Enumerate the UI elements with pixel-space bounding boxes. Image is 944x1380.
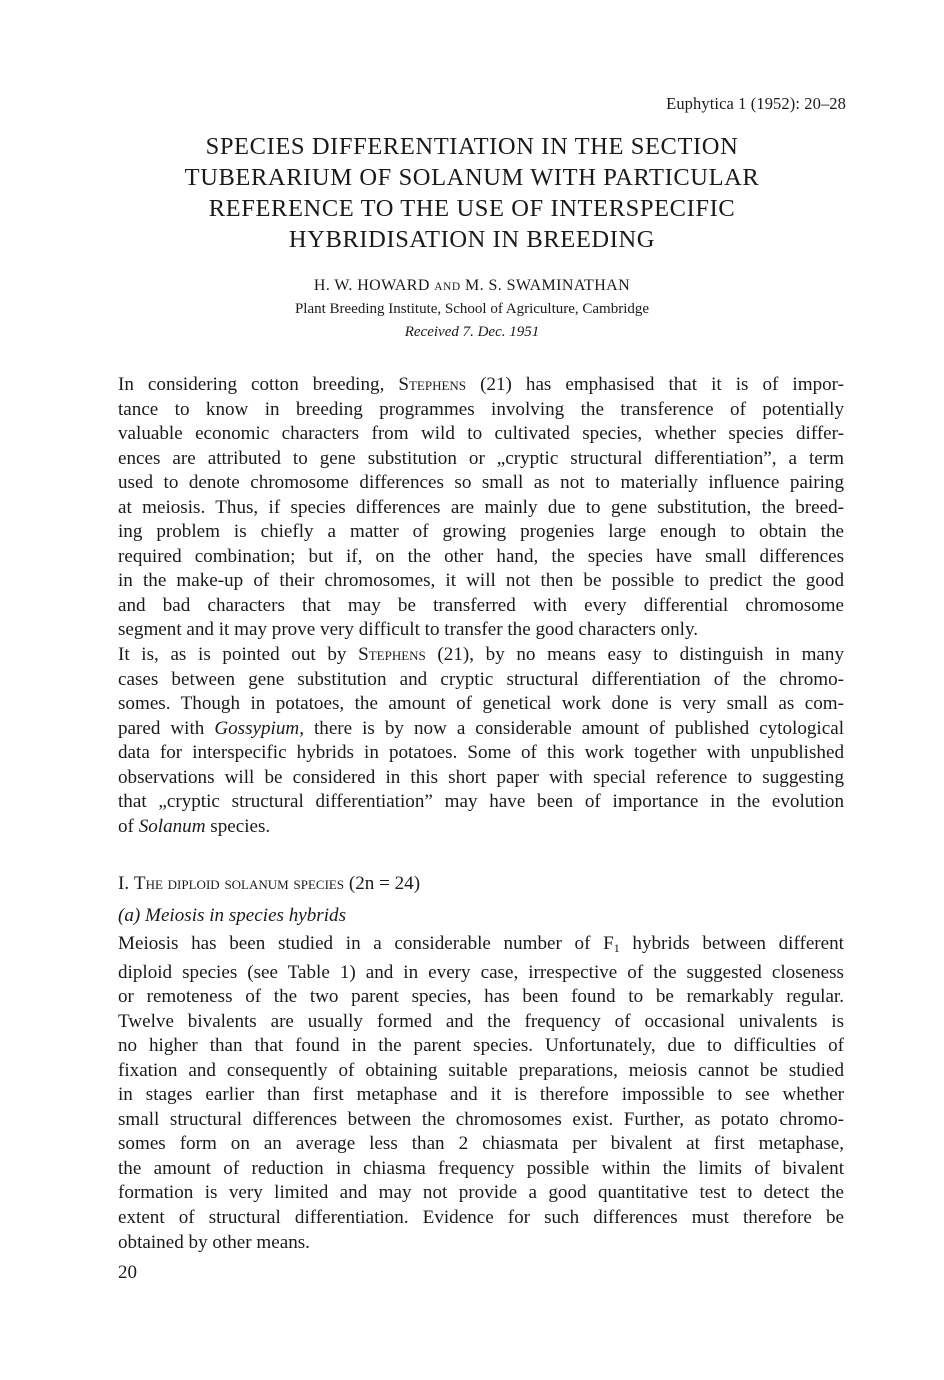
text-line: diploid species (see Table 1) and in every case, irrespective of the suggested closeness (118, 961, 844, 983)
text-line: that „cryptic structural differentiation” may have been of importance in the evolution (118, 791, 844, 813)
text-line: tance to know in breeding programmes involving the transference of potentially (118, 398, 844, 420)
text-line: Twelve bivalents are usually formed and the frequency of occasional univalents is (118, 1010, 844, 1032)
page-number: 20 (118, 1262, 137, 1283)
text-line: segment and it may prove very difficult to transfer the good characters only. (118, 619, 699, 641)
paragraph-second (118, 643, 844, 839)
subsection-heading: (a) Meiosis in species hybrids (118, 905, 347, 926)
text-line: in stages earlier than first metaphase and it is therefore impossible to see whether (118, 1084, 844, 1106)
text-line: fixation and consequently of obtaining suitable preparations, meiosis cannot be studied (118, 1059, 844, 1081)
paragraph-intro (118, 373, 844, 643)
paragraph-meiosis (118, 932, 844, 1255)
text-line: required combination; but if, on the other hand, the species have small differences (118, 545, 844, 567)
text-line: no higher than that found in the parent species. Unfortunately, due to difficulties of (118, 1035, 844, 1057)
affiliation: Plant Breeding Institute, School of Agriculture, Cambridge (294, 301, 650, 317)
author-name: M. S. SWAMINATHAN (465, 277, 631, 294)
title-line: SPECIES DIFFERENTIATION IN THE SECTION (205, 133, 739, 160)
title-line: TUBERARIUM OF SOLANUM WITH PARTICULAR (184, 164, 760, 191)
text-line: cases between gene substitution and cryptic structural differentiation of the chromo- (118, 668, 844, 690)
text-line: pared with Gossypium, there is by now a considerable amount of published cytological (118, 717, 844, 739)
authors (0, 277, 944, 295)
author-name: H. W. HOWARD (313, 277, 430, 294)
author-citation: Stephens (398, 374, 467, 395)
text-line: valuable economic characters from wild to cultivated species, whether species differ- (118, 423, 844, 445)
author-conjunction: AND (434, 281, 461, 293)
text-line: or remoteness of the two parent species, has been found to be remarkably regular. (118, 986, 844, 1008)
journal-reference: Euphytica 1 (1952): 20–28 (666, 94, 846, 113)
text-line: extent of structural differentiation. Evidence for such differences must therefore be (118, 1207, 844, 1229)
text-line: formation is very limited and may not provide a good quantitative test to detect the (118, 1182, 844, 1204)
text-line: and bad characters that may be transferred with every differential chromosome (118, 594, 844, 616)
text-line: the amount of reduction in chiasma frequency possible within the limits of bivalent (118, 1157, 844, 1179)
received-date: Received 7. Dec. 1951 (404, 324, 540, 340)
text-line: In considering cotton breeding, Stephens (21) has emphasised that it is of impor- (118, 374, 844, 395)
text-line: somes form on an average less than 2 chiasmata per bivalent at first metaphase, (118, 1133, 844, 1155)
article-title (110, 131, 834, 255)
text-line: somes. Though in potatoes, the amount of genetical work done is very small as com- (118, 693, 844, 715)
text-line: in the make-up of their chromosomes, it will not then be possible to predict the good (118, 570, 844, 592)
text-line: of Solanum species. (118, 815, 271, 837)
genus-name: Solanum (138, 815, 206, 837)
text-line: observations will be considered in this short paper with special reference to suggesting (118, 766, 844, 788)
text-line: Meiosis has been studied in a considerable number of $F_1$ hybrids between different (118, 933, 844, 955)
text-line: data for interspecific hybrids in potatoes. Some of this work together with unpublished (118, 742, 844, 764)
text-line: small structural differences between the chromosomes exist. Further, as potato chromo- (118, 1108, 844, 1130)
text-line: at meiosis. Thus, if species differences are mainly due to gene substitution, the breed- (118, 496, 844, 518)
author-citation: Stephens (358, 644, 426, 665)
title-line: REFERENCE TO THE USE OF INTERSPECIFIC (208, 195, 736, 222)
genus-name: Gossypium, (214, 717, 304, 739)
text-line: It is, as is pointed out by Stephens (21), by no means easy to distinguish in many (118, 644, 844, 665)
text-line: ences are attributed to gene substitution or „cryptic structural differentiation”, a term (118, 447, 844, 469)
text-line: used to denote chromosome differences so small as not to materially influence pairing (118, 472, 844, 494)
section-heading: I. The diploid solanum species (2n = 24) (118, 873, 421, 894)
title-line: HYBRIDISATION IN BREEDING (288, 226, 656, 253)
text-line: ing problem is chiefly a matter of growing progenies large enough to obtain the (118, 521, 844, 543)
text-line: obtained by other means. (118, 1231, 310, 1253)
